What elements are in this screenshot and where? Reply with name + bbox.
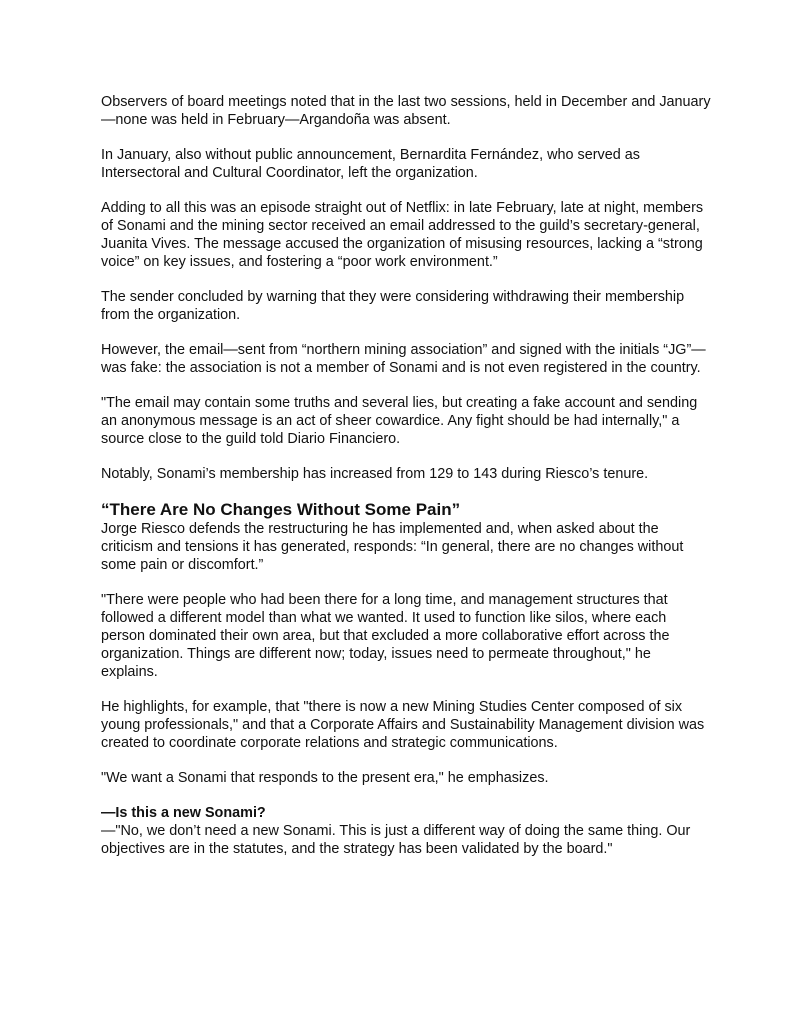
- paragraph-riesco-defense: Jorge Riesco defends the restructuring he has implemented and, when asked about the criticism and tensions it has generated, responds: “In general, there are no changes without some pain or discomfort.”: [101, 521, 684, 573]
- paragraph-fernandez-departure: In January, also without public announcement, Bernardita Fernández, who served as Intersectoral and Cultural Coordinator, left the organization.: [101, 147, 640, 181]
- interview-question: —Is this a new Sonami?: [101, 805, 266, 821]
- interview-answer: —"No, we don’t need a new Sonami. This is just a different way of doing the same thing. Our objectives are in the statutes, and the strategy has been validated by the board.": [101, 823, 691, 857]
- paragraph-board-meetings: Observers of board meetings noted that in the last two sessions, held in December and January—none was held in February—Argandoña was absent.: [101, 94, 711, 128]
- paragraph-mining-center: He highlights, for example, that "there is now a new Mining Studies Center composed of six young professionals," and that a Corporate Affairs and Sustainability Management division was created to coordinate corporate relations and strategic communications.: [101, 699, 705, 751]
- paragraph-present-era: "We want a Sonami that responds to the present era," he emphasizes.: [101, 770, 549, 786]
- paragraph-membership: Notably, Sonami’s membership has increased from 129 to 143 during Riesco’s tenure.: [101, 466, 649, 482]
- paragraph-source-quote: "The email may contain some truths and several lies, but creating a fake account and sending an anonymous message is an act of sheer cowardice. Any fight should be had internally," a source close to the guild told Diario Financiero.: [101, 395, 698, 447]
- paragraph-fake-email: However, the email—sent from “northern mining association” and signed with the initials “JG”—was fake: the association is not a member of Sonami and is not even registered in the country.: [101, 342, 706, 376]
- paragraph-sender-warning: The sender concluded by warning that they were considering withdrawing their membership from the organization.: [101, 289, 685, 323]
- article-body: [101, 93, 711, 875]
- paragraph-silos-quote: "There were people who had been there for a long time, and management structures that followed a different model than what we wanted. It used to function like silos, where each person dominated their own area, but that excluded a more collaborative effort across the organization. Things are different now; today, issues need to permeate throughout," he explains.: [101, 592, 670, 680]
- paragraph-email-episode: Adding to all this was an episode straight out of Netflix: in late February, late at night, members of Sonami and the mining sector received an email addressed to the guild’s secretary-general, Juanita Vives. The message accused the organization of misusing resources, lacking a “strong voice” on key issues, and fostering a “poor work environment.”: [101, 200, 704, 270]
- section-heading: “There Are No Changes Without Some Pain”: [101, 500, 461, 519]
